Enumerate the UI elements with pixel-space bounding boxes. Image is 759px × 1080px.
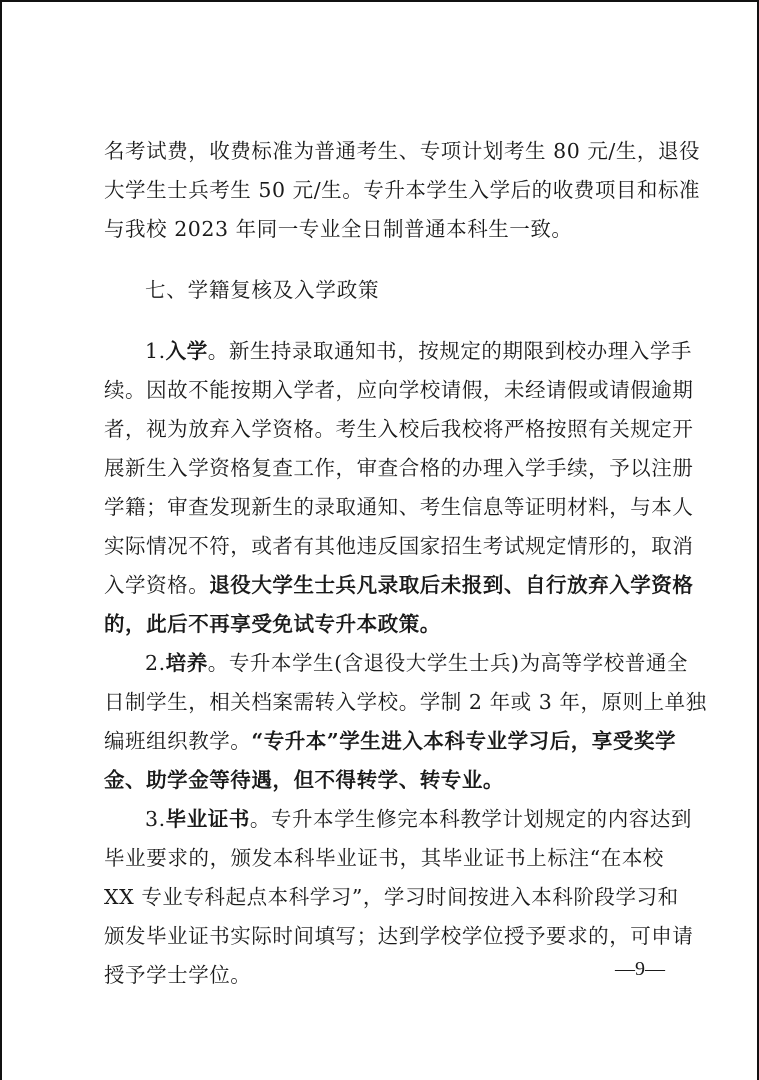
scan-edge-top [0,0,759,2]
text-line [104,644,688,683]
text-span: 。新生持录取通知书，按规定的期限到校办理入学手 [207,339,692,363]
section-heading: 七、学籍复核及入学政策 [145,278,380,302]
text-line [104,722,676,761]
item-title: 毕业证书 [165,807,250,831]
bold-text: “专升本”学生进入本科专业学习后，享受奖学 [251,729,676,753]
text-line [104,566,694,605]
item-number: 3. [145,807,166,831]
text-line: 大学生士兵考生 50 元/生。专升本学生入学后的收费项目和标准 [104,178,701,202]
text-span: 。专升本学生(含退役大学生士兵)为高等学校普通全 [207,651,688,675]
text-line: 授予学士学位。 [104,963,252,987]
text-line: 名考试费，收费标准为普通考生、专项计划考生 80 元/生，退役 [104,139,701,163]
bold-text: 金、助学金等待遇，但不得转学、转专业。 [104,768,504,792]
text-line: 者，视为放弃入学资格。考生入校后我校将严格按照有关规定开 [104,417,694,441]
page-number: —9— [615,958,665,980]
text-line: 实际情况不符，或者有其他违反国家招生考试规定情形的，取消 [104,534,694,558]
bold-text: 的，此后不再享受免试专升本政策。 [104,612,441,636]
paragraph-gap [104,249,664,271]
item-title: 入学 [165,339,208,363]
scan-edge-left [0,0,2,1080]
diploma-paragraph [104,800,694,995]
text-span: 。专升本学生修完本科教学计划规定的内容达到 [249,807,692,831]
document-body [104,132,707,995]
item-number: 2. [145,651,166,675]
text-line: 日制学生，相关档案需转入学校。学制 2 年或 3 年，原则上单独 [104,690,707,714]
paragraph-gap [104,310,664,332]
item-title: 培养 [165,651,208,675]
text-span: 编班组织教学。 [104,729,252,753]
text-line: 展新生入学资格复查工作，审查合格的办理入学手续，予以注册 [104,456,694,480]
text-line: 续。因故不能按期入学者，应向学校请假，未经请假或请假逾期 [104,378,694,402]
text-line [104,800,692,839]
admission-paragraph [104,332,694,644]
text-line [104,605,664,644]
item-number: 1. [145,339,166,363]
text-line: 颁发毕业证书实际时间填写；达到学校学位授予要求的，可申请 [104,924,694,948]
text-line [104,332,692,371]
text-line [104,761,664,800]
text-span: 入学资格。 [104,573,210,597]
text-line: 与我校 2023 年同一专业全日制普通本科生一致。 [104,217,573,241]
training-paragraph [104,644,707,800]
text-line: 学籍；审查发现新生的录取通知、考生信息等证明材料，与本人 [104,495,694,519]
text-line: 毕业要求的，颁发本科毕业证书，其毕业证书上标注“在本校 [104,846,664,870]
fee-paragraph [104,132,701,249]
text-line: XX 专业专科起点本科学习”，学习时间按进入本科阶段学习和 [104,885,679,909]
bold-text: 退役大学生士兵凡录取后未报到、自行放弃入学资格 [209,573,694,597]
